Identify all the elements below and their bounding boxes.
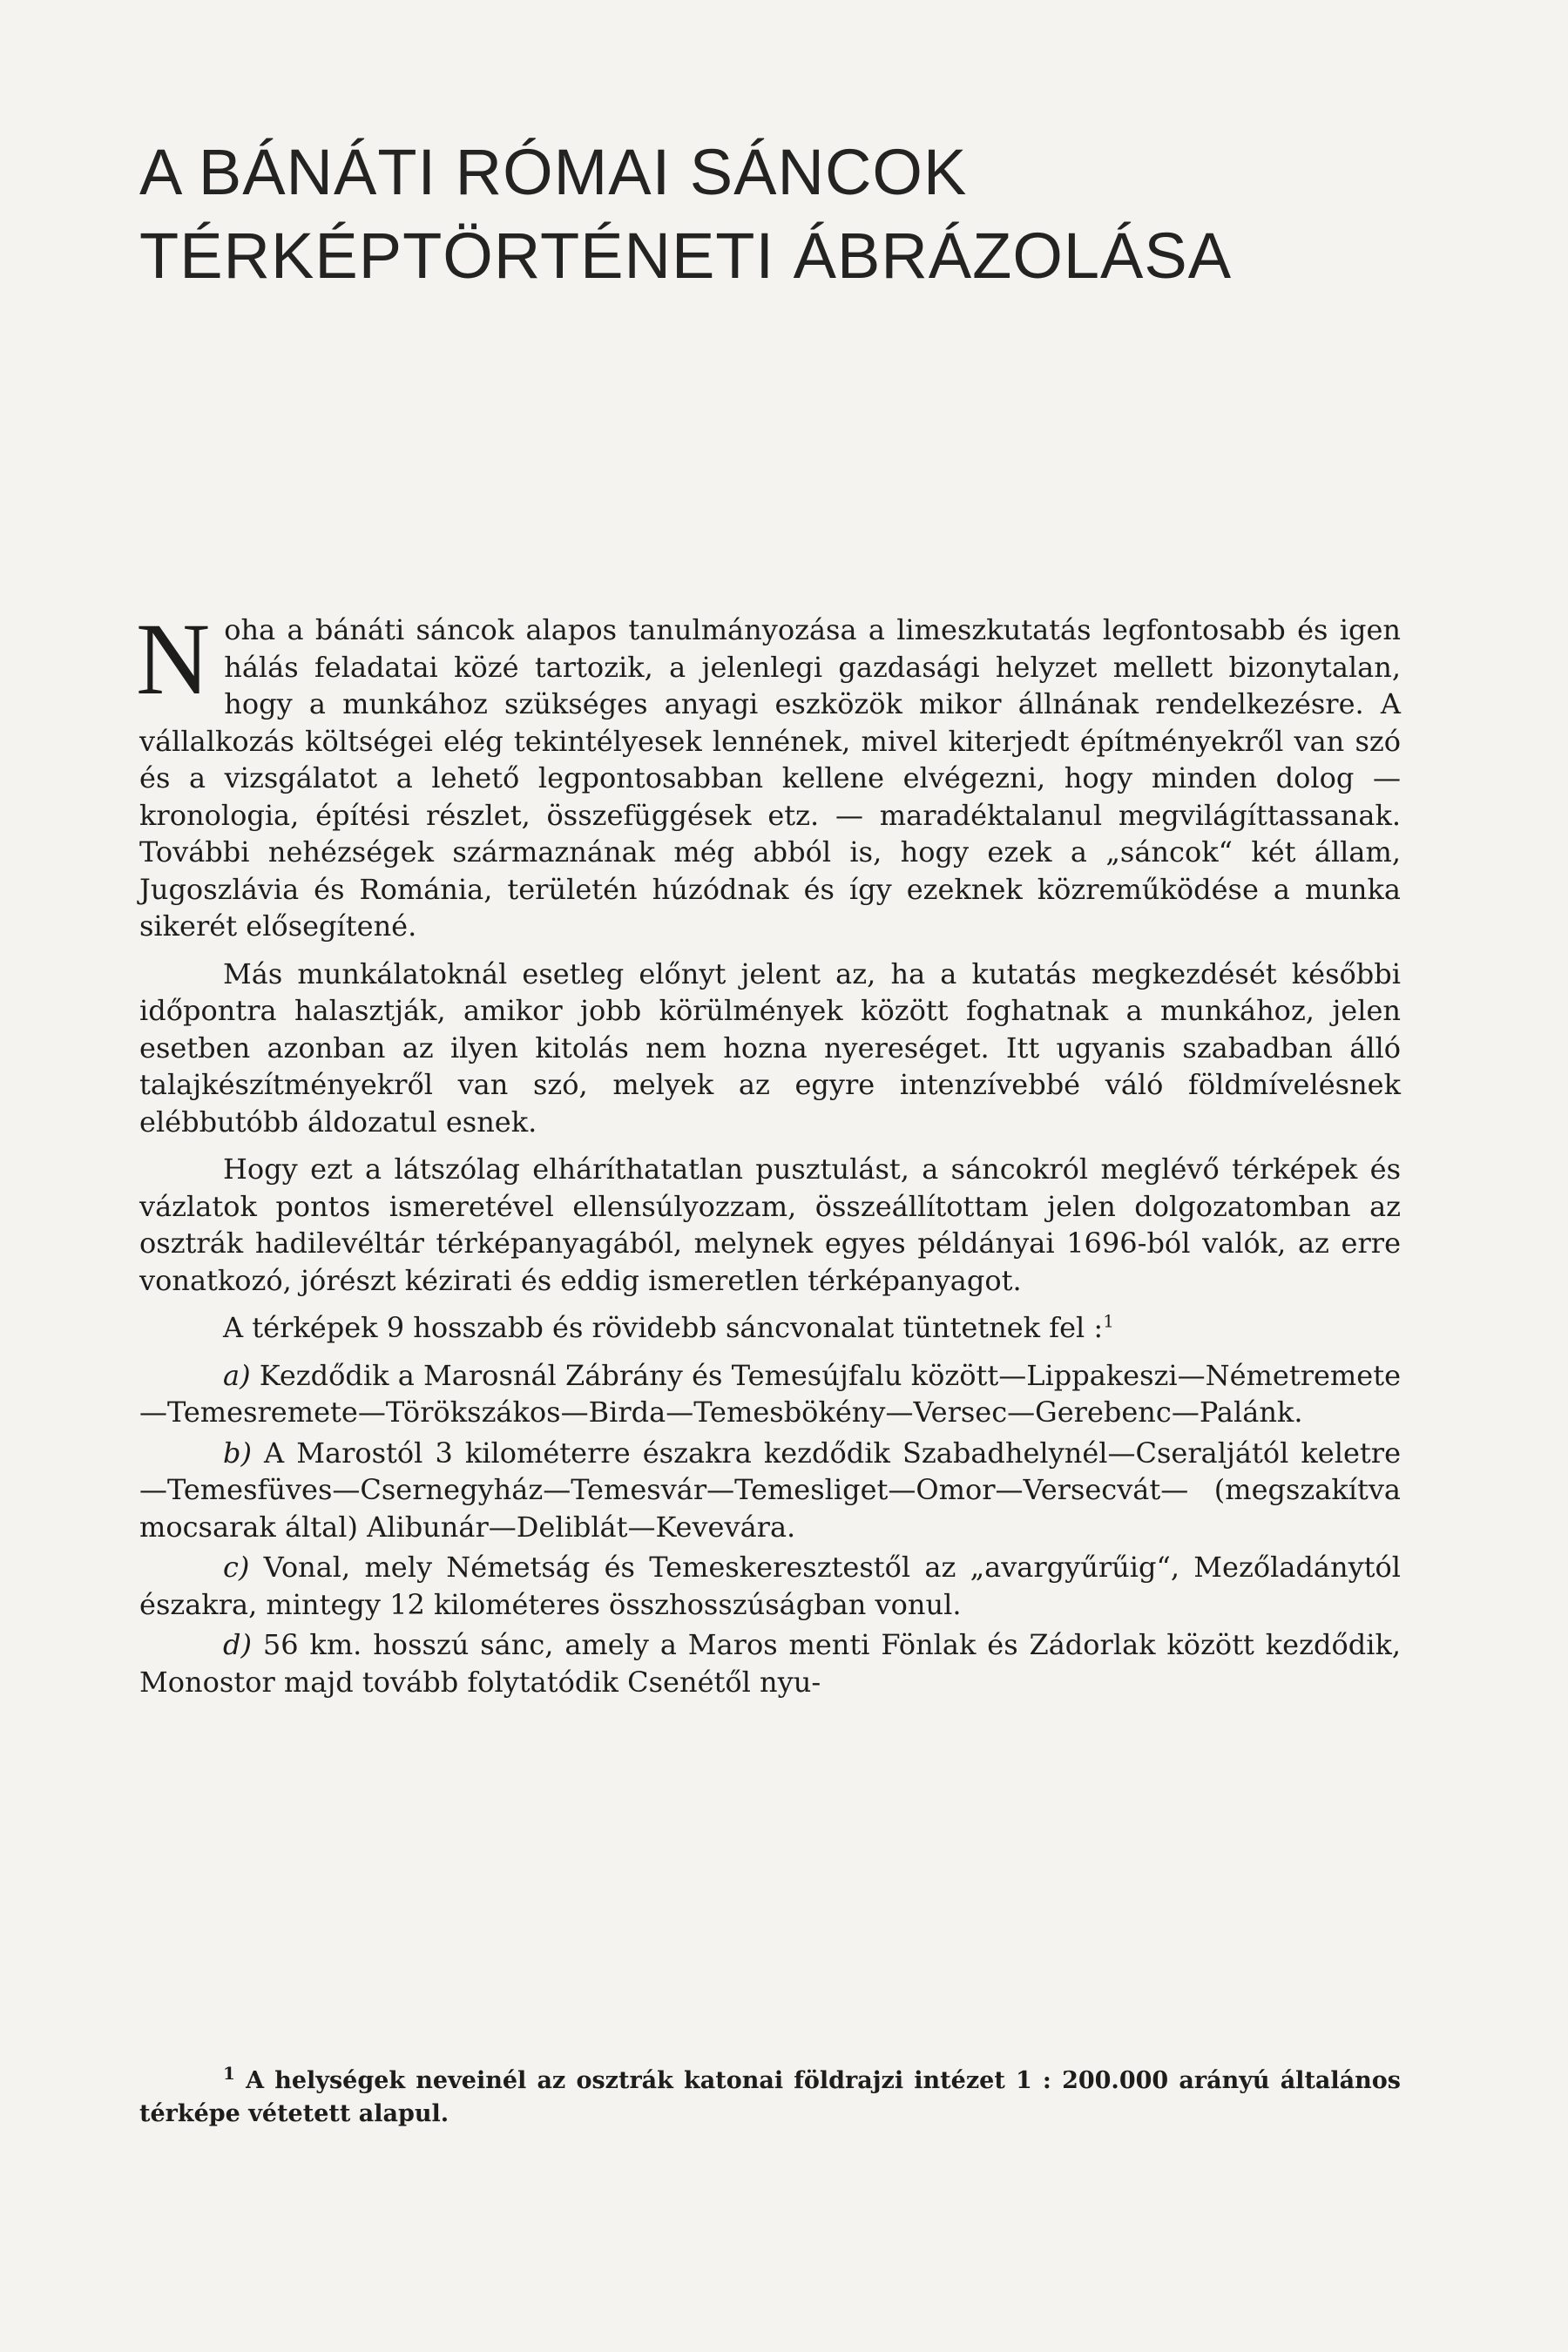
drop-cap: N xyxy=(136,602,211,716)
paragraph-4-text: A térképek 9 hosszabb és rövidebb sáncvonalat tüntetnek fel : xyxy=(223,1311,1104,1344)
list-item-a-label: a) xyxy=(223,1358,251,1392)
list-item-d-text: 56 km. hosszú sánc, amely a Maros menti Fönlak és Zádorlak között kezdődik, Monostor majd tovább folytatódik Csenétől nyu- xyxy=(139,1628,1401,1699)
list-item-b-text: A Marostól 3 kilométerre északra kezdődik Szabadhelynél—Cseraljától keletre—Temesfüves—Csernegyház—Temesvár—Temesliget—Omor—Versecvát— (megszakítva mocsarak által) Alibunár—Deliblát—Kevevára. xyxy=(139,1436,1401,1544)
paragraph-4 xyxy=(139,1309,1401,1347)
list-item-c-label: c) xyxy=(223,1551,250,1584)
list-item-d xyxy=(139,1626,1401,1700)
list-item-d-label: d) xyxy=(223,1628,252,1661)
list-item-c xyxy=(139,1549,1401,1623)
paragraph-2: Más munkálatoknál esetleg előnyt jelent az, ha a kutatás megkezdését későbbi időpontra halasztják, amikor jobb körülmények között foghatnak a munkához, jelen esetben azonban az ilyen kitolás nem hozna nyereséget. Itt ugyanis szabadban álló talajkészítményekről van szó, melyek az egyre intenzívebbé váló földmívelésnek elébbutóbb áldozatul esnek. xyxy=(139,956,1401,1139)
list-item-b-label: b) xyxy=(223,1436,252,1470)
footnote-text: A helységek neveinél az osztrák katonai földrajzi intézet 1 : 200.000 arányú általános térképe vétetett alapul. xyxy=(139,2067,1401,2127)
footnote xyxy=(139,2065,1401,2131)
list-item-b xyxy=(139,1435,1401,1546)
list-item-a-text: Kezdődik a Marosnál Zábrány és Temesújfalu között—Lippakeszi—Németremete—Temesremete—Törökszákos—Birda—Temesbökény—Versec—Gerebenc—Palánk. xyxy=(139,1358,1401,1429)
title-line-2: TÉRKÉPTÖRTÉNETI ÁBRÁZOLÁSA xyxy=(139,220,1233,292)
article-title xyxy=(139,131,1411,298)
article-body xyxy=(136,602,1401,1704)
footnote-reference: 1 xyxy=(1103,1310,1114,1332)
footnote-mark: 1 xyxy=(223,2063,235,2084)
paragraph-1-text: oha a bánáti sáncok alapos tanulmányozása a limeszkutatás legfontosabb és igen hálás feladatai közé tartozik, a jelenlegi gazdasági helyzet mellett bizonytalan, hogy a munkához szükséges anyagi eszközök mikor állnának rendelkezésre. A vállalkozás költségei elég tekintélyesek lennének, mivel kiterjedt építményekről van szó és a vizsgálatot a lehető legpontosabban kellene elvégezni, hogy minden dolog — kronologia, építési részlet, összefüggések etz. — maradéktalanul megvilágíttassanak. További nehézségek származnának még abból is, hogy ezek a „sáncok“ két állam, Jugoszlávia és Románia, területén húzódnak és így ezeknek közreműködése a munka sikerét elősegítené. xyxy=(139,613,1401,943)
title-line-1: A BÁNÁTI RÓMAI SÁNCOK xyxy=(139,136,968,208)
paragraph-1 xyxy=(136,602,1401,945)
paragraph-3: Hogy ezt a látszólag elháríthatatlan pusztulást, a sáncokról meglévő térképek és vázlatok pontos ismeretével ellensúlyozzam, összeállítottam jelen dolgozatomban az osztrák hadilevéltár térképanyagából, melynek egyes példányai 1696-ból valók, az erre vonatkozó, jórészt kézirati és eddig ismeretlen térképanyagot. xyxy=(139,1152,1401,1297)
list-item-a xyxy=(139,1357,1401,1431)
list-item-c-text: Vonal, mely Németság és Temeskeresztestől az „avargyűrűig“, Mezőladánytól északra, mintegy 12 kilométeres összhosszúságban vonul. xyxy=(139,1551,1401,1621)
